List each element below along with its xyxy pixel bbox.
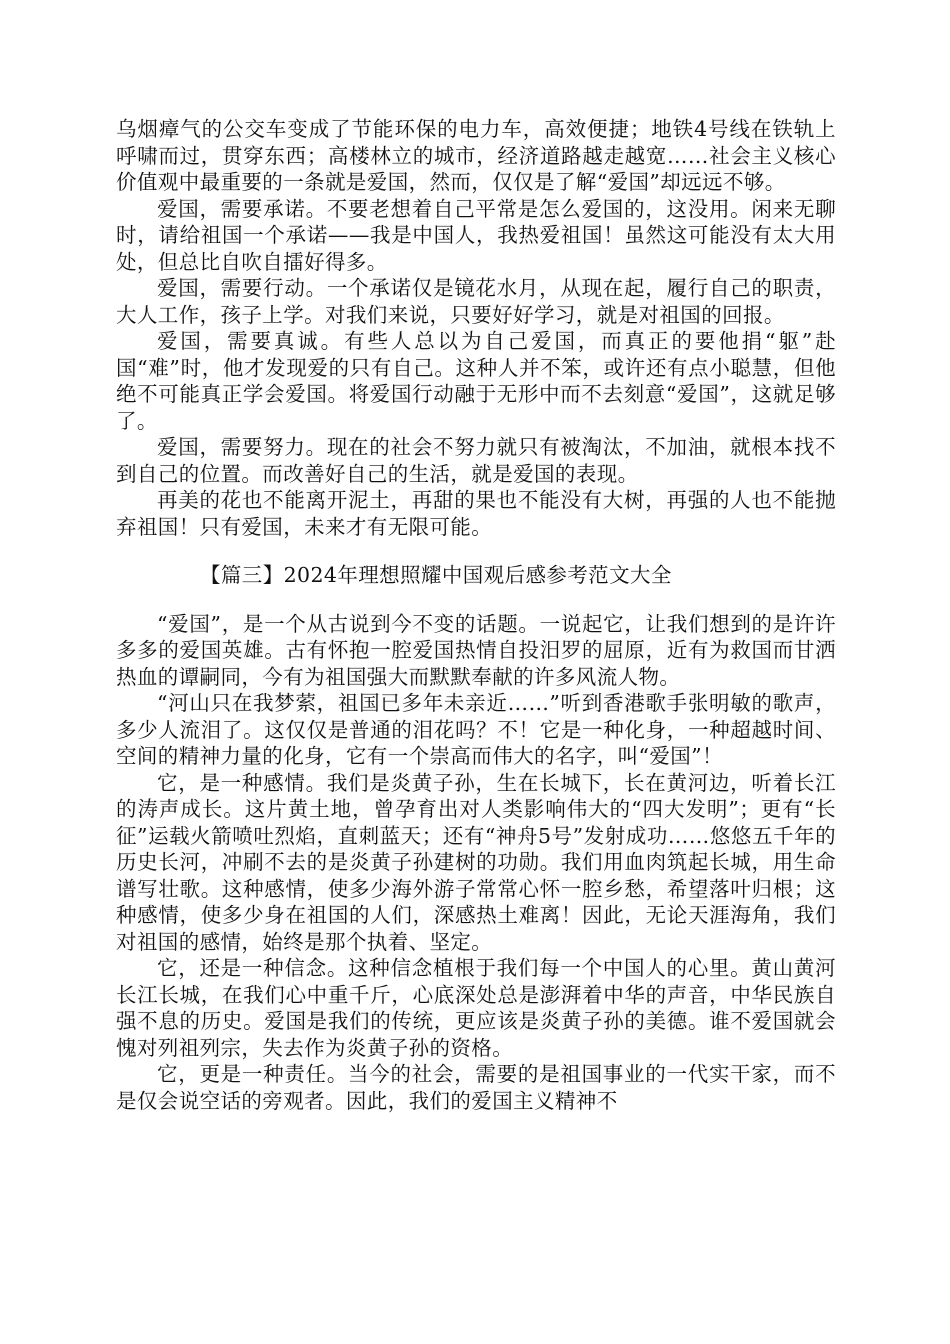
paragraph-action: 爱国，需要行动。一个承诺仅是镜花水月，从现在起，履行自己的职责，大人工作，孩子上学。对我们来说，只要好好学习，就是对祖国的回报。 (116, 276, 836, 327)
paragraph-conclusion: 再美的花也不能离开泥土，再甜的果也不能没有大树，再强的人也不能抛弃祖国！只有爱国，未来才有无限可能。 (116, 488, 836, 539)
paragraph-emotion: 它，是一种感情。我们是炎黄子孙，生在长城下，长在黄河边，听着长江的涛声成长。这片黄土地，曾孕育出对人类影响伟大的“四大发明”；更有“长征”运载火箭喷吐烈焰，直刺蓝天；还有“神舟5号”发射成功……悠悠五千年的历史长河，冲刷不去的是炎黄子孙建树的功勋。我们用血肉筑起长城，用生命谱写壮歌。这种感情，使多少海外游子常常心怀一腔乡愁，希望落叶归根；这种感情，使多少身在祖国的人们，深感热土难离！因此，无论天涯海角，我们对祖国的感情，始终是那个执着、坚定。 (116, 770, 836, 954)
paragraph-belief: 它，还是一种信念。这种信念植根于我们每一个中国人的心里。黄山黄河长江长城，在我们心中重千斤，心底深处总是澎湃着中华的声音，中华民族自强不息的历史。爱国是我们的传统，更应该是炎黄子孙的美德。谁不爱国就会愧对列祖列宗，失去作为炎黄子孙的资格。 (116, 956, 836, 1060)
paragraph-commitment: 爱国，需要承诺。不要老想着自己平常是怎么爱国的，这没用。闲来无聊时，请给祖国一个承诺——我是中国人，我热爱祖国！虽然这可能没有太大用处，但总比自吹自擂好得多。 (116, 196, 836, 274)
paragraph-responsibility: 它，更是一种责任。当今的社会，需要的是祖国事业的一代实干家，而不是仅会说空话的旁观者。因此，我们的爱国主义精神不 (116, 1062, 836, 1113)
document-page (116, 116, 836, 1114)
paragraph-song: “河山只在我梦萦，祖国已多年未亲近……”听到香港歌手张明敏的歌声，多少人流泪了。这仅仅是普通的泪花吗？不！它是一种化身，一种超越时间、空间的精神力量的化身，它有一个崇高而伟大的名字，叫“爱国”！ (116, 691, 836, 768)
paragraph-continuation: 乌烟瘴气的公交车变成了节能环保的电力车，高效便捷；地铁4号线在铁轨上呼啸而过，贯穿东西；高楼林立的城市，经济道路越走越宽……社会主义核心价值观中最重要的一条就是爱国，然而，仅仅是了解“爱国”却远远不够。 (116, 117, 836, 194)
section-heading: 【篇三】2024年理想照耀中国观后感参考范文大全 (200, 563, 672, 587)
paragraph-sincerity: 爱国，需要真诚。有些人总以为自己爱国，而真正的要他捐“躯”赴国“难”时，他才发现爱的只有自己。这种人并不笨，或许还有点小聪慧，但他绝不可能真正学会爱国。将爱国行动融于无形中而不去刻意“爱国”，这就足够了。 (116, 329, 836, 433)
paragraph-effort: 爱国，需要努力。现在的社会不努力就只有被淘汰，不加油，就根本找不到自己的位置。而改善好自己的生活，就是爱国的表现。 (116, 435, 836, 486)
paragraph-intro: “爱国”，是一个从古说到今不变的话题。一说起它，让我们想到的是许许多多的爱国英雄。古有怀抱一腔爱国热情自投汨罗的屈原，近有为救国而甘洒热血的谭嗣同，今有为祖国强大而默默奉献的许多风流人物。 (116, 611, 836, 689)
